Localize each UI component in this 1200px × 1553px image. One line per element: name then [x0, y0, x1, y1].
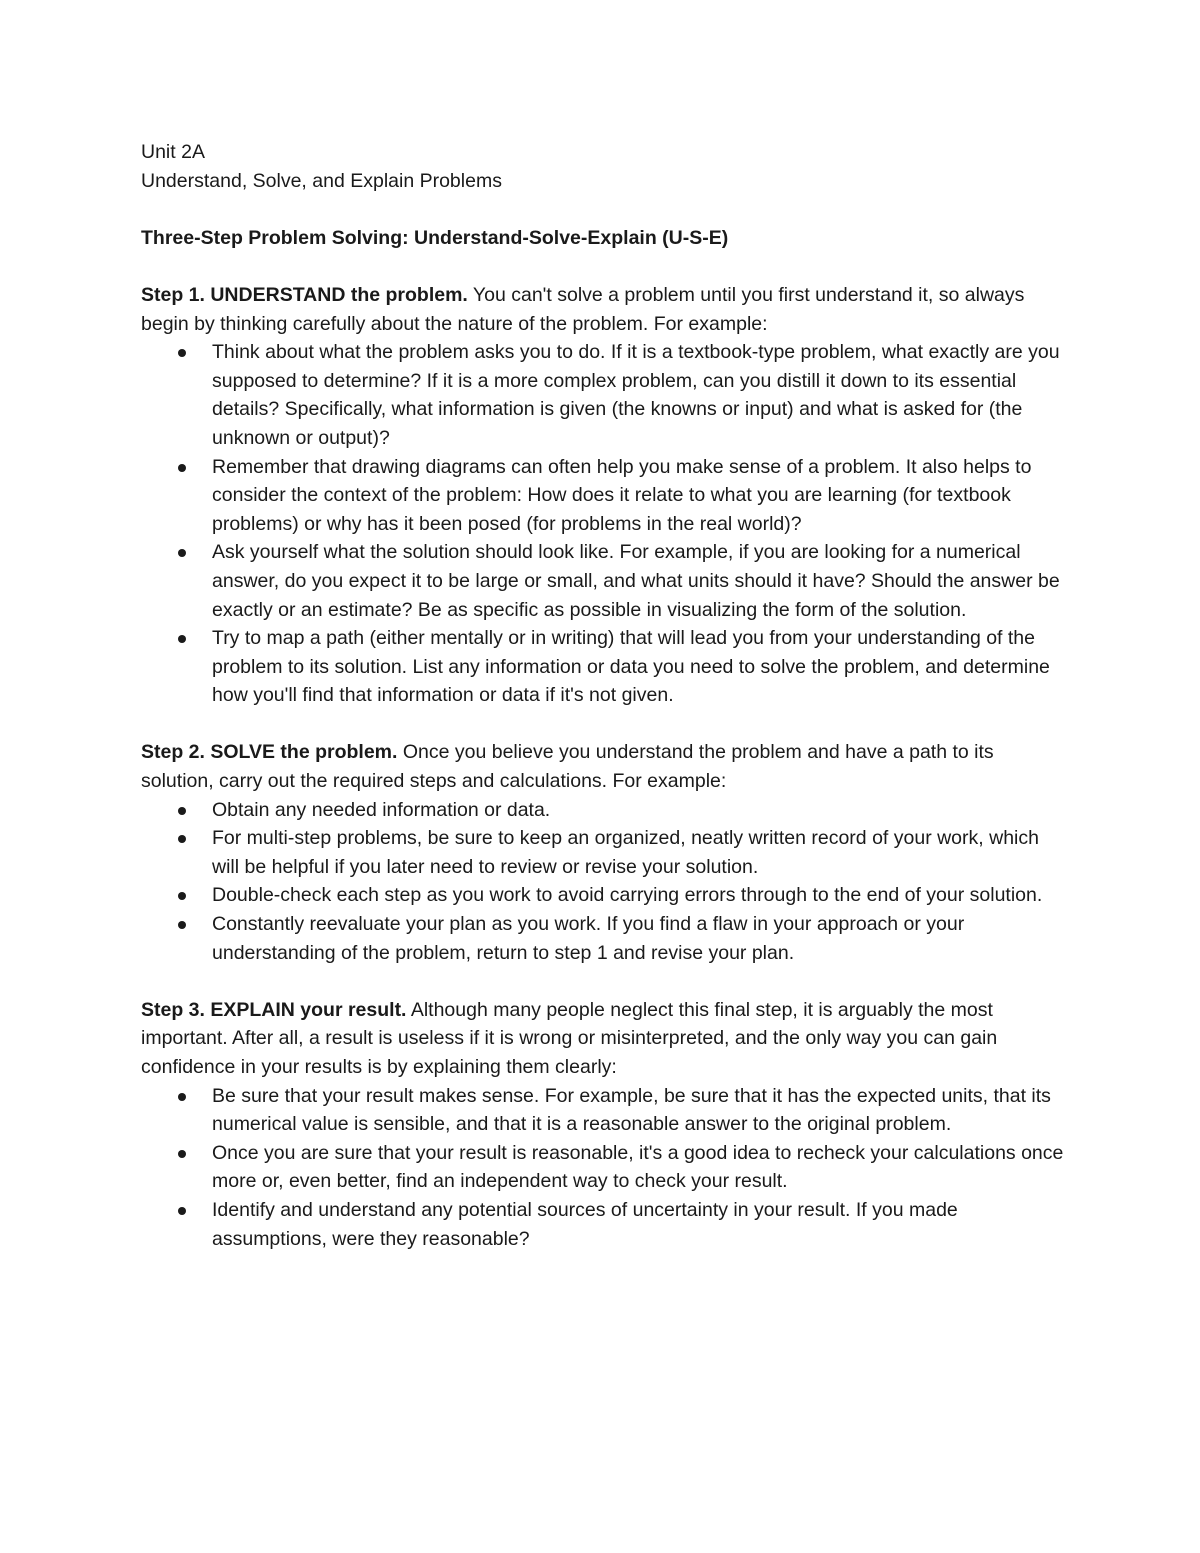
bullet-icon	[178, 921, 186, 929]
step-1-label: Step 1. UNDERSTAND the problem.	[141, 283, 468, 306]
bullet-icon	[178, 1150, 186, 1158]
list-item	[141, 910, 1071, 967]
list-item	[141, 824, 1071, 881]
unit-subtitle: Understand, Solve, and Explain Problems	[141, 169, 502, 192]
bullet-icon	[178, 349, 186, 357]
step-1-intro	[141, 281, 1071, 338]
step-1-intro-text: You can't solve a problem until you first understand it, so always begin by thinking carefully about the nature of the problem. For example:	[141, 283, 1025, 335]
list-item-text: Be sure that your result makes sense. For example, be sure that it has the expected units, that its numerical value is sensible, and that it is a reasonable answer to the original problem.	[212, 1084, 1051, 1136]
bullet-icon	[178, 1093, 186, 1101]
list-item-text: Obtain any needed information or data.	[212, 798, 551, 821]
step-1-section	[141, 281, 1071, 710]
bullet-icon	[178, 549, 186, 557]
step-3-label: Step 3. EXPLAIN your result.	[141, 998, 407, 1021]
list-item	[141, 796, 1071, 825]
unit-title: Unit 2A	[141, 141, 205, 163]
bullet-icon	[178, 635, 186, 643]
step-3-intro	[141, 996, 1071, 1082]
list-item-text: For multi-step problems, be sure to keep an organized, neatly written record of your work, which will be helpful if you later need to review or revise your solution.	[212, 827, 1039, 878]
document-page	[141, 138, 1071, 1253]
list-item	[141, 1196, 1071, 1253]
bullet-icon	[178, 464, 186, 472]
list-item	[141, 338, 1071, 452]
bullet-icon	[178, 1207, 186, 1215]
list-item-text: Identify and understand any potential sources of uncertainty in your result. If you made assumptions, were they reasonable?	[212, 1198, 958, 1250]
section-heading: Three-Step Problem Solving: Understand-Solve-Explain (U-S-E)	[141, 226, 729, 249]
step-2-section	[141, 738, 1071, 967]
spacer	[141, 710, 1071, 739]
step-2-intro-text: Once you believe you understand the problem and have a path to its solution, carry out the required steps and calculations. For example:	[141, 741, 994, 793]
bullet-icon	[178, 807, 186, 815]
bullet-icon	[178, 835, 186, 843]
list-item-text: Once you are sure that your result is reasonable, it's a good idea to recheck your calculations once more or, even better, find an independent way to check your result.	[212, 1141, 1064, 1193]
bullet-icon	[178, 892, 186, 900]
step-2-bullet-list	[141, 796, 1071, 968]
list-item	[141, 453, 1071, 539]
list-item	[141, 1139, 1071, 1196]
list-item-text: Double-check each step as you work to avoid carrying errors through to the end of your solution.	[212, 884, 1043, 907]
list-item-text: Try to map a path (either mentally or in writing) that will lead you from your understanding of the problem to its solution. List any information or data you need to solve the problem, and determine how you'll find that information or data if it's not given.	[212, 627, 1050, 707]
list-item-text: Ask yourself what the solution should look like. For example, if you are looking for a numerical answer, do you expect it to be large or small, and what units should it have? Should the answer be exactly or an estimate? Be as specific as possible in visualizing the form of the solution.	[212, 541, 1060, 621]
step-3-section	[141, 996, 1071, 1253]
spacer	[141, 967, 1071, 996]
step-1-bullet-list	[141, 338, 1071, 710]
list-item	[141, 1082, 1071, 1139]
step-2-label: Step 2. SOLVE the problem.	[141, 741, 398, 764]
list-item	[141, 624, 1071, 710]
step-2-intro	[141, 738, 1071, 795]
list-item	[141, 538, 1071, 624]
spacer	[141, 195, 1071, 224]
step-3-bullet-list	[141, 1082, 1071, 1254]
spacer	[141, 252, 1071, 281]
list-item-text: Constantly reevaluate your plan as you work. If you find a flaw in your approach or your understanding of the problem, return to step 1 and revise your plan.	[212, 913, 965, 964]
list-item	[141, 881, 1071, 910]
step-3-intro-text: Although many people neglect this final step, it is arguably the most important. After all, a result is useless if it is wrong or misinterpreted, and the only way you can gain confidence in your results is by explaining them clearly:	[141, 998, 998, 1078]
list-item-text: Think about what the problem asks you to do. If it is a textbook-type problem, what exactly are you supposed to determine? If it is a more complex problem, can you distill it down to its essential details? Specifically, what information is given (the knowns or input) and what is asked for (the unknown or output)?	[212, 341, 1060, 449]
list-item-text: Remember that drawing diagrams can often help you make sense of a problem. It also helps to consider the context of the problem: How does it relate to what you are learning (for textbook problems) or why has it been posed (for problems in the real world)?	[212, 455, 1032, 535]
